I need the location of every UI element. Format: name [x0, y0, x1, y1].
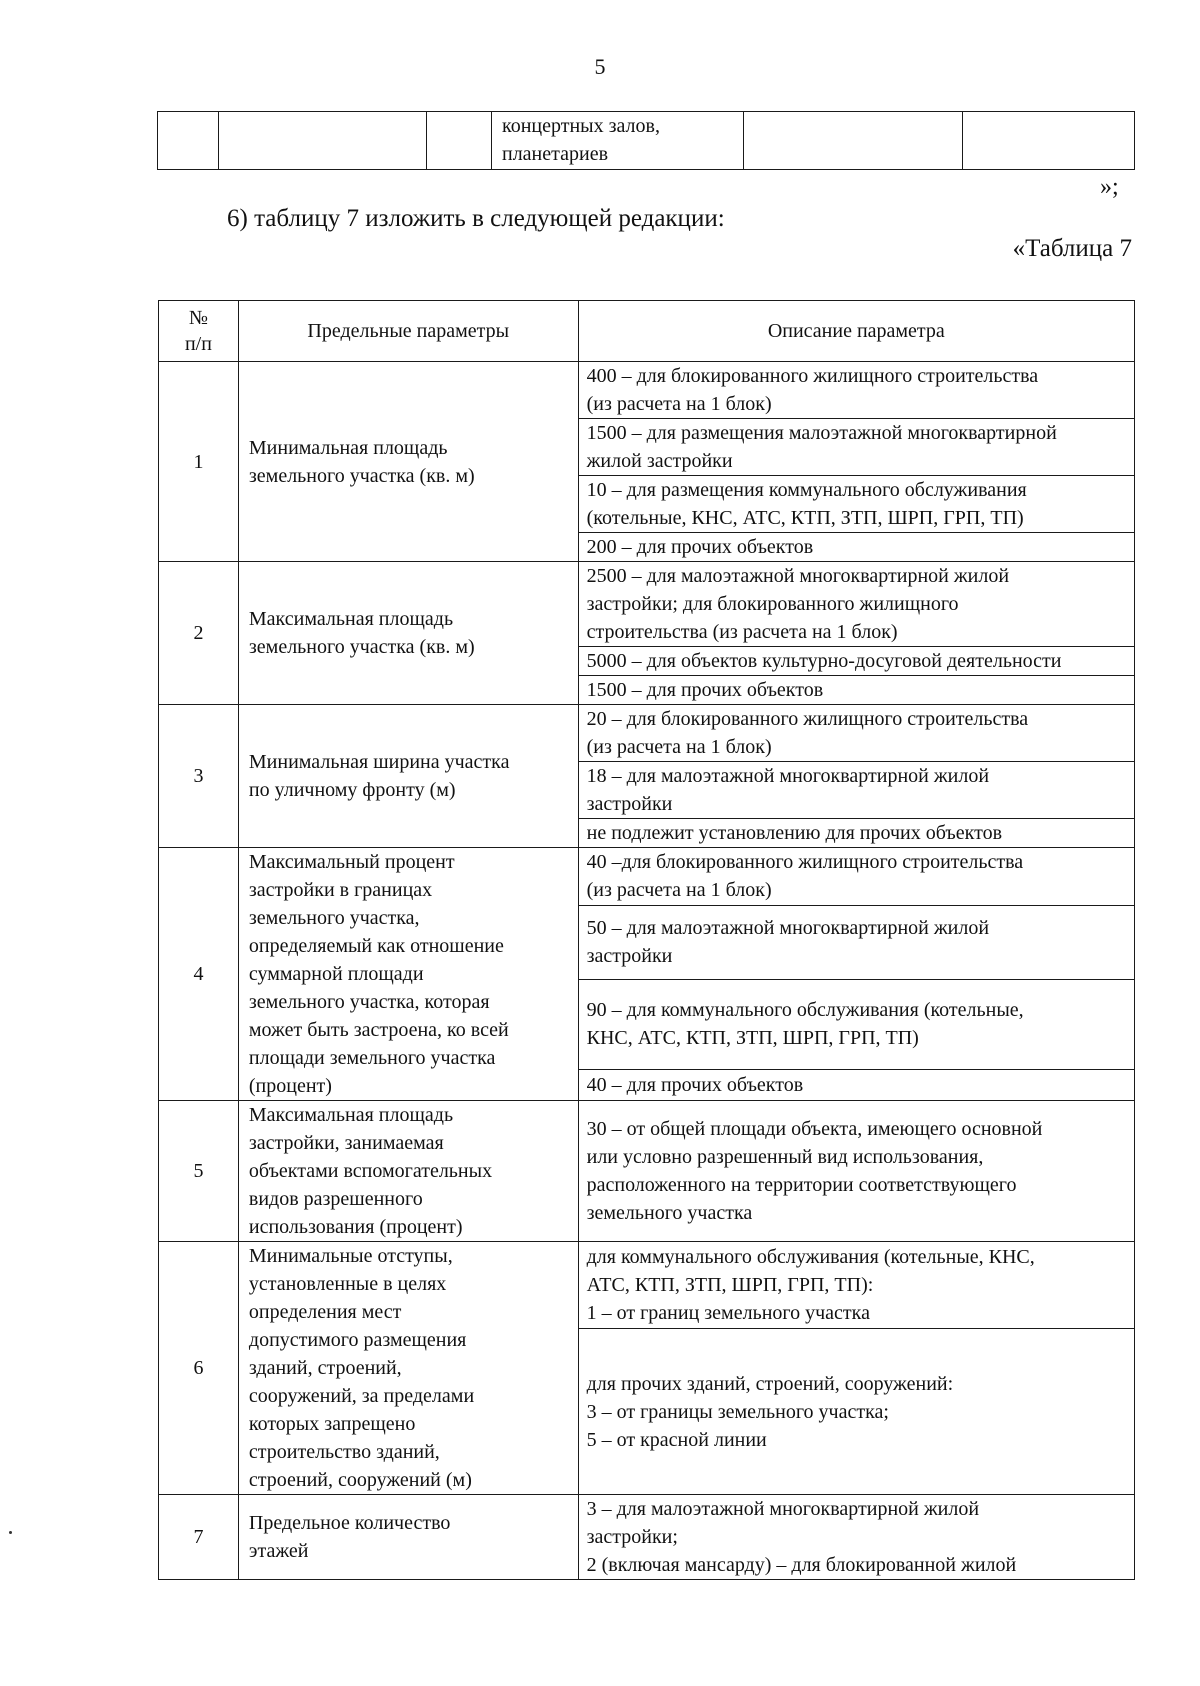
parameter-value: для прочих зданий, строений, сооружений: 3 – от границы земельного участка; 5 – от красной линии	[578, 1329, 1134, 1495]
parameter-value: 40 –для блокированного жилищного строительства (из расчета на 1 блок)	[578, 848, 1134, 906]
table-row	[159, 1242, 1135, 1329]
header-description: Описание параметра	[578, 301, 1134, 362]
parameter-value: 1500 – для прочих объектов	[578, 676, 1134, 705]
table-row	[159, 848, 1135, 906]
parameter-value: 10 – для размещения коммунального обслуживания (котельные, КНС, АТС, КТП, ЗТП, ШРП, ГРП, ТП)	[578, 476, 1134, 533]
row-number: 7	[159, 1495, 239, 1580]
header-parameter: Предельные параметры	[238, 301, 578, 362]
parameter-name: Минимальная ширина участка по уличному фронту (м)	[238, 705, 578, 848]
parameter-value: 400 – для блокированного жилищного строительства (из расчета на 1 блок)	[578, 362, 1134, 419]
empty-cell	[158, 112, 219, 170]
parameter-name: Минимальная площадь земельного участка (кв. м)	[238, 362, 578, 562]
parameter-value: 200 – для прочих объектов	[578, 533, 1134, 562]
table-row	[159, 1495, 1135, 1580]
scan-speck	[9, 1531, 12, 1534]
parameter-value: не подлежит установлению для прочих объектов	[578, 819, 1134, 848]
parameter-name: Минимальные отступы, установленные в целях определения мест допустимого размещения зданий, строений, сооружений, за пределами которых запрещено строительство зданий, строений, сооружений (м)	[238, 1242, 578, 1495]
row-number: 6	[159, 1242, 239, 1495]
empty-cell	[427, 112, 492, 170]
table-row	[159, 705, 1135, 762]
empty-cell	[963, 112, 1135, 170]
header-number: № п/п	[159, 301, 239, 362]
parameter-name: Максимальная площадь земельного участка (кв. м)	[238, 562, 578, 705]
parameter-value: 1500 – для размещения малоэтажной многоквартирной жилой застройки	[578, 419, 1134, 476]
parameter-name: Предельное количество этажей	[238, 1495, 578, 1580]
row-number: 4	[159, 848, 239, 1101]
row-number: 2	[159, 562, 239, 705]
page-number: 5	[594, 54, 606, 79]
empty-cell	[219, 112, 427, 170]
table-caption: «Таблица 7	[1012, 235, 1132, 262]
closing-quote-mark: »;	[1100, 174, 1119, 200]
row-number: 1	[159, 362, 239, 562]
row-number: 3	[159, 705, 239, 848]
previous-table-fragment	[157, 111, 1135, 170]
instruction-text: 6) таблицу 7 изложить в следующей редакции:	[227, 205, 725, 232]
parameter-value: 40 – для прочих объектов	[578, 1069, 1134, 1100]
table-row	[159, 562, 1135, 647]
parameter-value: 2500 – для малоэтажной многоквартирной жилой застройки; для блокированного жилищного строительства (из расчета на 1 блок)	[578, 562, 1134, 647]
limit-parameters-table	[158, 300, 1135, 1580]
description-cell: концертных залов, планетариев	[492, 112, 744, 170]
parameter-name: Максимальная площадь застройки, занимаемая объектами вспомогательных видов разрешенного использования (процент)	[238, 1101, 578, 1242]
parameter-value: 50 – для малоэтажной многоквартирной жилой застройки	[578, 905, 1134, 979]
table-header-row	[159, 301, 1135, 362]
table-row	[159, 1101, 1135, 1242]
empty-cell	[744, 112, 963, 170]
parameter-value: для коммунального обслуживания (котельные, КНС, АТС, КТП, ЗТП, ШРП, ГРП, ТП): 1 – от границ земельного участка	[578, 1242, 1134, 1329]
row-number: 5	[159, 1101, 239, 1242]
table-row	[158, 112, 1135, 170]
parameter-value: 20 – для блокированного жилищного строительства (из расчета на 1 блок)	[578, 705, 1134, 762]
parameter-value: 90 – для коммунального обслуживания (котельные, КНС, АТС, КТП, ЗТП, ШРП, ГРП, ТП)	[578, 979, 1134, 1069]
parameter-value: 5000 – для объектов культурно-досуговой деятельности	[578, 647, 1134, 676]
parameter-value: 30 – от общей площади объекта, имеющего основной или условно разрешенный вид использования, расположенного на территории соответствующего земельного участка	[578, 1101, 1134, 1242]
table-row	[159, 362, 1135, 419]
parameter-value: 18 – для малоэтажной многоквартирной жилой застройки	[578, 762, 1134, 819]
parameter-name: Максимальный процент застройки в границах земельного участка, определяемый как отношение суммарной площади земельного участка, которая может быть застроена, ко всей площади земельного участка (процент)	[238, 848, 578, 1101]
parameter-value: 3 – для малоэтажной многоквартирной жилой застройки; 2 (включая мансарду) – для блокированной жилой	[578, 1495, 1134, 1580]
